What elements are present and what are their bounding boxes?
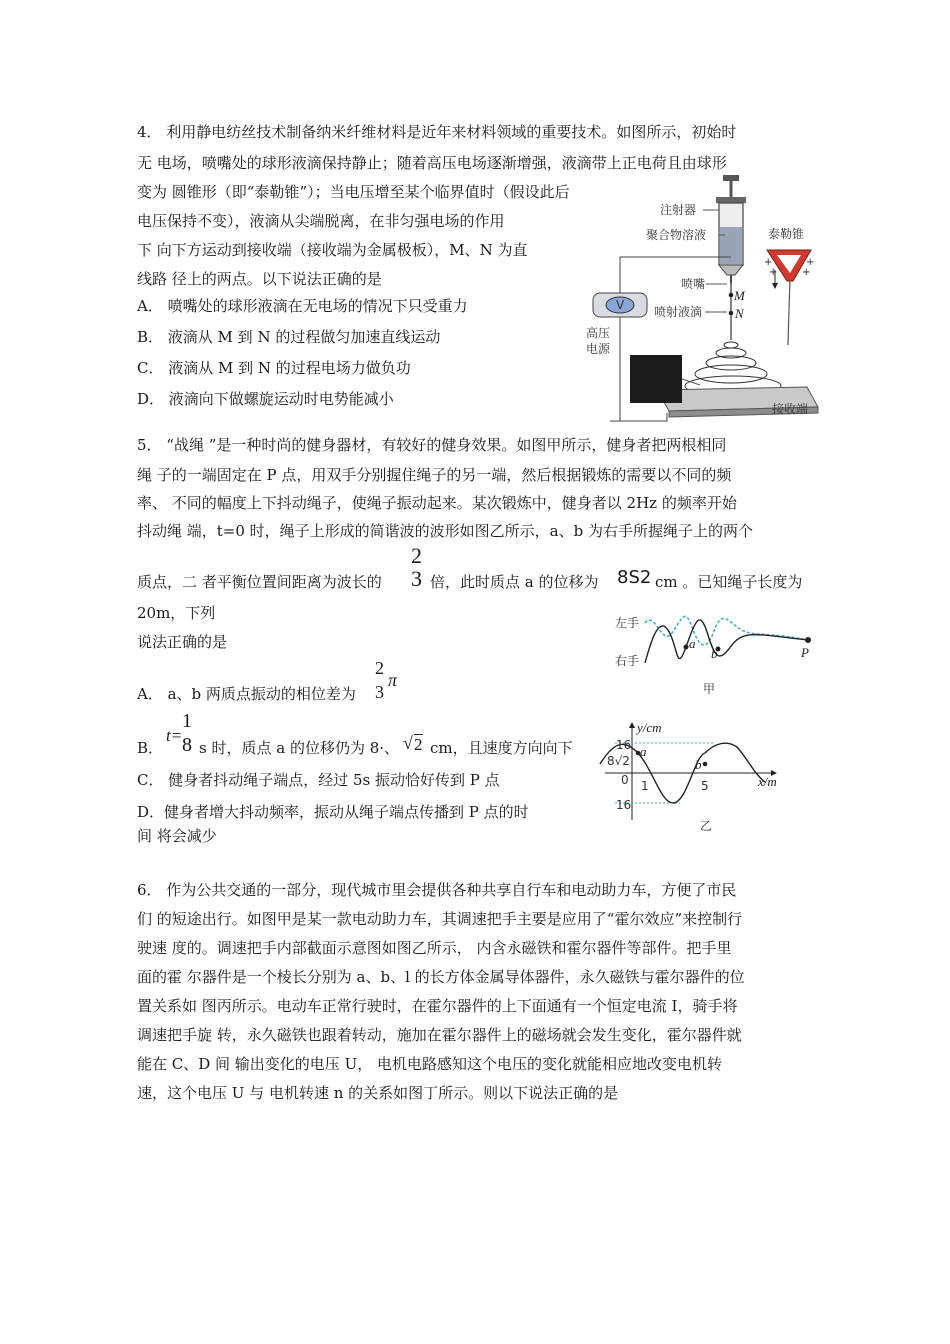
svg-text:+: +	[802, 267, 811, 278]
voltmeter-label: V	[616, 298, 625, 312]
q4-stem-line-1: 4． 利用静电纺丝技术制备纳米纤维材料是近年来材料领域的重要技术。如图所示，初始时	[137, 123, 737, 141]
point-n	[729, 311, 734, 316]
q5-stem-line-7: 说法正确的是	[137, 633, 228, 651]
q5-stem-line-5c: cm 。已知绳子长度为	[655, 573, 803, 591]
svg-text:+: +	[806, 257, 815, 268]
q4-stem-line-2: 无 电场，喷嘴处的球形液滴保持静止；随着高压电场逐渐增强，液滴带上正电荷且由球形	[137, 154, 727, 172]
q5-stem-line-3: 率、 不同的幅度上下抖动绳子，使绳子振动起来。某次锻炼中，健身者以 2Hz 的频率开始	[137, 494, 737, 512]
electrospinning-figure	[575, 175, 820, 425]
nanofiber-mat-image	[630, 355, 682, 403]
left-hand-label: 左手	[615, 616, 640, 630]
rope-point-a	[684, 645, 689, 650]
q5-option-b-text: s 时，质点 a 的位移仍为 8·、	[199, 739, 400, 757]
q6-stem-line-6: 调速把手旋 转，永久磁铁也跟着转动，施加在霍尔器件上的磁场就会发生变化，霍尔器件就	[137, 1026, 742, 1044]
wave-label-b: b	[695, 757, 702, 772]
sqrt-radicand: 2	[414, 735, 423, 754]
q5-stem-line-1: 5． “战绳 ”是一种时尚的健身器材，有较好的健身效果。如图甲所示，健身者把两根相同	[137, 436, 727, 454]
q5-stem-line-2: 绳 子的一端固定在 P 点，用双手分别握住绳子的另一端，然后根据锻炼的需要以不同的频	[137, 466, 732, 484]
battle-rope-figure	[610, 605, 825, 700]
q4-stem-line-4: 电压保持不变），液滴从尖端脱离，在非匀强电场的作用	[137, 212, 505, 230]
q5-stem-line-6: 20m，下列	[137, 604, 216, 622]
x-tick-1: 1	[641, 779, 649, 793]
wave-point-b	[703, 762, 708, 767]
right-hand-label: 右手	[615, 654, 640, 668]
power-label-1: 高压	[586, 326, 611, 340]
fraction-denominator: 3	[411, 566, 422, 591]
nozzle-label: 喷嘴	[681, 277, 706, 291]
q5-stem-line-4: 抖动绳 端，t=0 时，绳子上形成的简谐波的波形如图乙所示，a、b 为右手所握绳子上的两个	[137, 522, 753, 540]
q4-option-a: A． 喷嘴处的球形液滴在无电场的情况下只受重力	[137, 297, 468, 315]
rope-label-p: P	[801, 645, 809, 660]
origin-label: 0	[621, 773, 629, 787]
phase-fraction-denominator: 3	[375, 682, 384, 702]
q5-option-b-end: cm，且速度方向向下	[430, 739, 573, 757]
y-tick-top: 16	[616, 738, 632, 752]
polymer-solution-label: 聚合物溶液	[646, 228, 707, 242]
taylor-cone-label: 泰勒锥	[768, 227, 805, 241]
q5-option-b: B．	[137, 739, 164, 757]
q5-option-a: A． a、b 两质点振动的相位差为	[137, 685, 356, 703]
rope-point-p	[805, 637, 811, 643]
svg-text:+: +	[769, 267, 778, 278]
time-fraction-numerator: 1	[182, 710, 192, 732]
time-fraction-denominator: 8	[182, 734, 192, 756]
y-tick-bottom: 16	[616, 798, 632, 812]
time-symbol: t=	[166, 726, 183, 745]
q6-stem-line-1: 6． 作为公共交通的一部分，现代城市里会提供各种共享自行车和电动助力车，方便了市民	[137, 881, 737, 899]
pi-symbol: π	[388, 670, 398, 690]
wave-graph	[595, 720, 785, 835]
q6-stem-line-5: 置关系如 图丙所示。电动车正常行驶时，在霍尔器件的上下面通有一个恒定电流 I，骑手将	[137, 997, 738, 1015]
point-n-label: N	[735, 306, 744, 321]
left-rope	[645, 616, 808, 645]
q4-stem-line-3: 变为 圆锥形（即“泰勒锥”）；当电压增至某个临界值时（假设此后	[137, 183, 570, 201]
q6-stem-line-2: 们 的短途出行。如图甲是某一款电动助力车，其调速把手主要是应用了“霍尔效应”来控制行	[137, 910, 743, 928]
q4-option-c: C． 液滴从 M 到 N 的过程电场力做负功	[137, 359, 411, 377]
y-tick-a: 8√2	[607, 754, 630, 768]
q5-stem-line-5b: 倍，此时质点 a 的位移为	[430, 573, 599, 591]
fraction-numerator: 2	[411, 543, 422, 568]
right-rope	[645, 620, 808, 663]
q4-option-d: D． 液滴向下做螺旋运动时电势能减小	[137, 390, 394, 408]
circuit-wire-top	[620, 257, 731, 293]
q4-stem-line-5: 下 向下方运动到接收端（接收端为金属极板），M、N 为直	[137, 241, 528, 259]
q6-stem-line-7: 能在 C、D 间 输出变化的电压 U， 电机电路感知这个电压的变化就能相应地改变电机转	[137, 1055, 722, 1073]
q4-stem-line-6: 线路 径上的两点。以下说法正确的是	[137, 270, 382, 288]
q6-stem-line-4: 面的霍 尔器件是一个棱长分别为 a、b、l 的长方体金属导体器件，永久磁铁与霍尔器件的位	[137, 968, 745, 986]
point-m	[729, 293, 734, 298]
wave-label-a: a	[640, 744, 647, 759]
syringe-label: 注射器	[660, 203, 697, 217]
rope-label-a: a	[689, 636, 696, 651]
rope-label-b: b	[711, 646, 718, 661]
q5-option-d-line-2: 间 将会减少	[137, 827, 217, 845]
phase-fraction-numerator: 2	[375, 658, 384, 678]
x-axis-label: x/m	[758, 774, 777, 789]
y-axis-label: y/cm	[637, 720, 662, 735]
polymer-solution	[720, 227, 742, 264]
x-tick-5: 5	[701, 779, 709, 793]
q4-option-b: B． 液滴从 M 到 N 的过程做匀加速直线运动	[137, 328, 441, 346]
jet-label: 喷射液滴	[654, 305, 703, 319]
q6-stem-line-8: 速，这个电压 U 与 电机转速 n 的关系如图丁所示。则以下说法正确的是	[137, 1084, 619, 1102]
point-m-label: M	[734, 288, 745, 303]
q5-displacement-value: 8S2	[617, 567, 652, 588]
figure-jia-caption: 甲	[703, 682, 716, 696]
q5-option-d-line-1: D．健身者增大抖动频率，振动从绳子端点传播到 P 点的时	[137, 803, 529, 821]
figure-yi-caption: 乙	[700, 819, 713, 833]
syringe-plunger-cap	[723, 175, 739, 181]
collector-label: 接收端	[772, 402, 809, 416]
power-label-2: 电源	[586, 342, 611, 356]
sqrt-symbol: √	[403, 733, 413, 753]
svg-text:+: +	[764, 257, 773, 268]
q5-option-c: C． 健身者抖动绳子端点，经过 5s 振动恰好传到 P 点	[137, 771, 500, 789]
q5-stem-line-5a: 质点，二 者平衡位置间距离为波长的	[137, 573, 382, 591]
q6-stem-line-3: 驶速 度的。调速把手内部截面示意图如图乙所示， 内含永磁铁和霍尔器件等部件。把手里	[137, 939, 732, 957]
